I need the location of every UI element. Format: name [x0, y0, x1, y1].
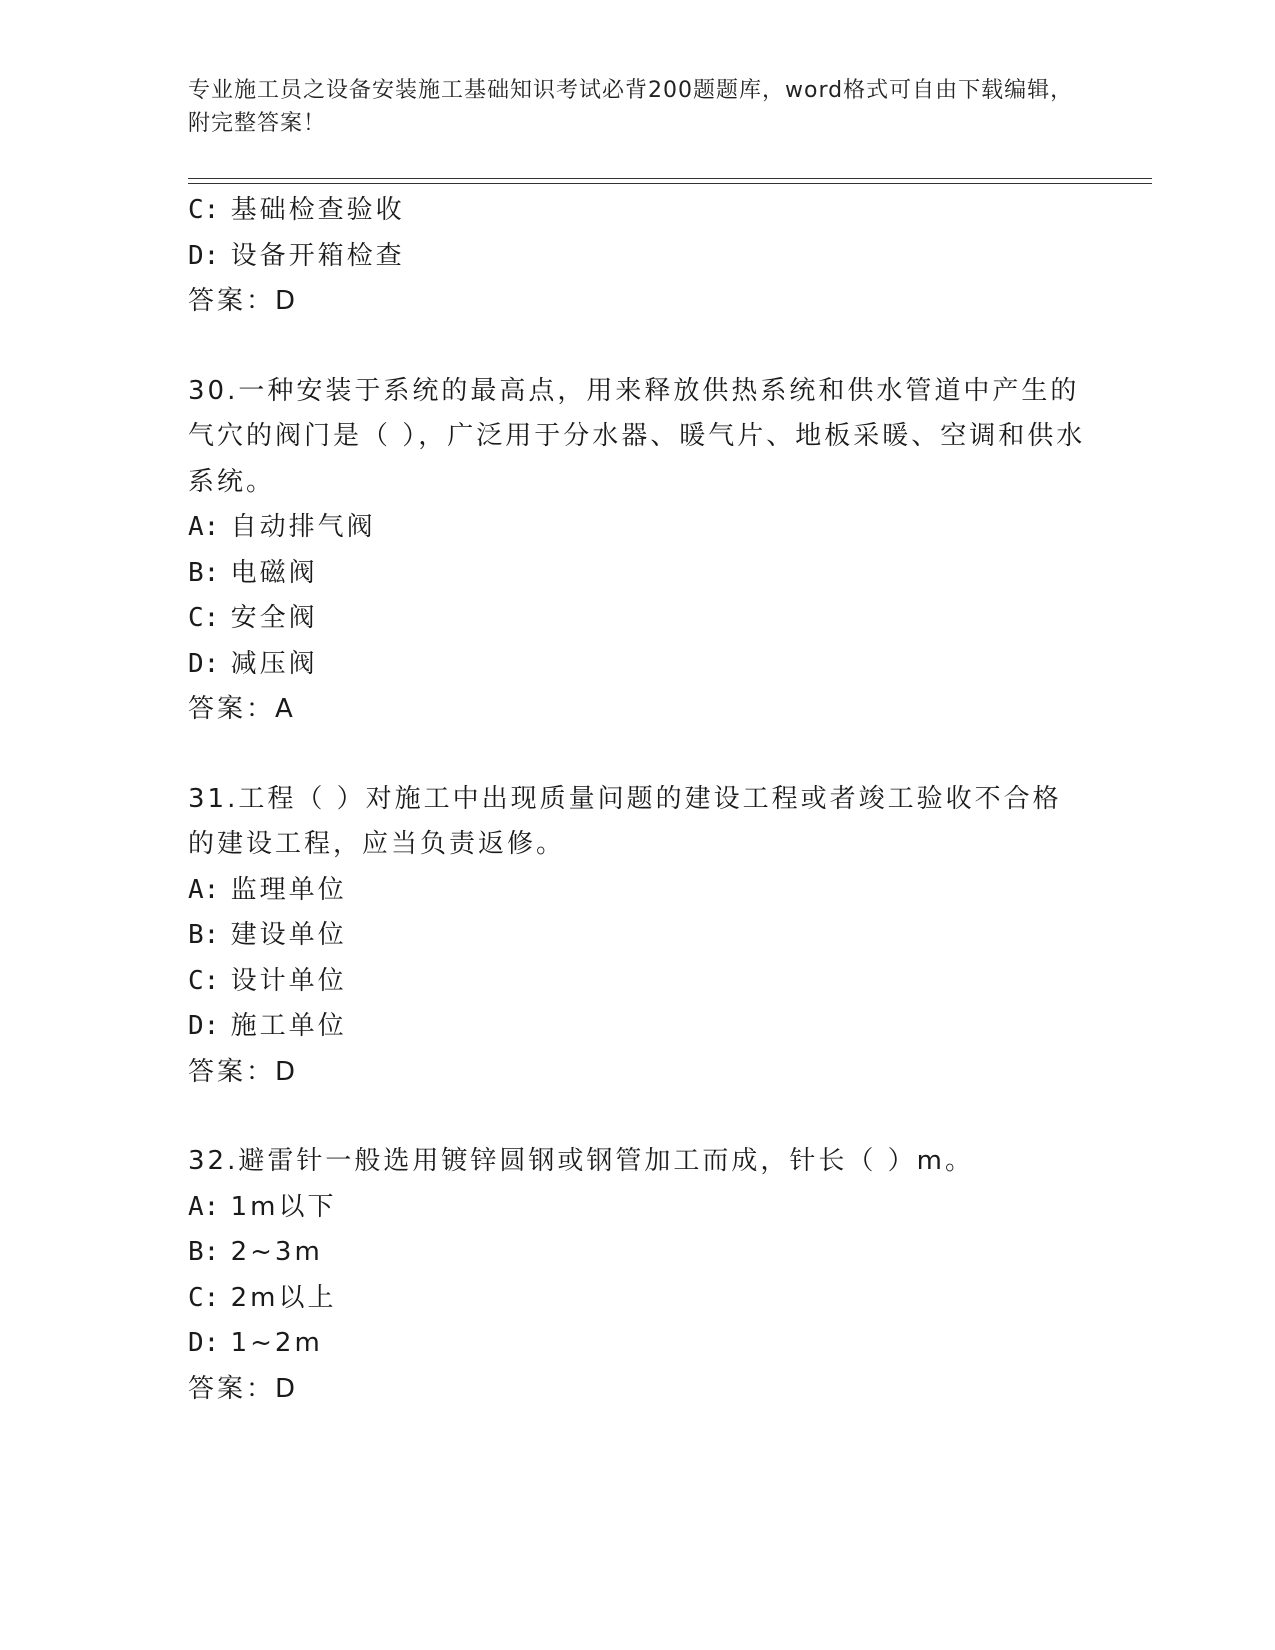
option-line [188, 868, 1088, 914]
answer-line: 答案：A [188, 694, 296, 724]
option-text: 2~3m [230, 1237, 323, 1267]
option-letter: A: [188, 874, 220, 905]
spacer [188, 733, 1088, 777]
option-letter: B: [188, 920, 220, 950]
option-letter: C: [188, 1282, 220, 1313]
option-text: 1~2m [230, 1328, 323, 1358]
option-line [188, 596, 1088, 642]
option-text: 2m以上 [230, 1282, 337, 1313]
option-line [188, 551, 1088, 597]
option-letter: B: [188, 557, 220, 588]
option-line [188, 505, 1088, 551]
option-text: 1m以下 [230, 1191, 337, 1222]
spacer [188, 325, 1088, 369]
option-text: 自动排气阀 [230, 512, 376, 542]
option-line [188, 959, 1088, 1005]
answer-line: 答案：D [188, 286, 299, 316]
option-line [188, 188, 1088, 234]
option-line [188, 1004, 1088, 1050]
option-line [188, 1185, 1088, 1231]
option-letter: D: [188, 1328, 220, 1358]
option-line [188, 234, 1088, 280]
option-text: 减压阀 [230, 648, 318, 679]
option-letter: A: [188, 1191, 220, 1222]
option-text: 设备开箱检查 [230, 240, 405, 271]
question-stem: 30.一种安装于系统的最高点，用来释放供热系统和供水管道中产生的气穴的阀门是（ ），广泛用于分水器、暖气片、地板采暖、空调和供水系统。 [188, 375, 1086, 497]
option-letter: C: [188, 195, 220, 225]
option-letter: C: [188, 965, 220, 996]
spacer [188, 1095, 1088, 1139]
option-line [188, 1321, 1088, 1367]
answer-line: 答案：D [188, 1373, 299, 1404]
option-line [188, 642, 1088, 688]
option-letter: D: [188, 1011, 220, 1041]
question-content [188, 188, 1088, 1412]
question-stem: 32.避雷针一般选用镀锌圆钢或钢管加工而成，针长（ ）m。 [188, 1146, 974, 1176]
option-line [188, 913, 1088, 959]
option-text: 建设单位 [230, 920, 347, 950]
document-header: 专业施工员之设备安装施工基础知识考试必背200题题库，word格式可自由下载编辑，附完整答案！ [188, 78, 1074, 136]
header-divider-top [188, 178, 1152, 179]
option-letter: C: [188, 603, 220, 633]
option-letter: B: [188, 1237, 220, 1267]
option-line [188, 1230, 1088, 1276]
option-text: 设计单位 [230, 965, 347, 996]
option-letter: D: [188, 648, 220, 679]
option-text: 监理单位 [230, 874, 347, 905]
question-stem: 31.工程（ ）对施工中出现质量问题的建设工程或者竣工验收不合格的建设工程，应当负责返修。 [188, 783, 1062, 859]
header-divider-bottom [188, 183, 1152, 184]
option-text: 安全阀 [230, 603, 318, 633]
option-text: 施工单位 [230, 1011, 347, 1041]
option-text: 基础检查验收 [230, 195, 405, 225]
answer-line: 答案：D [188, 1056, 299, 1087]
option-letter: A: [188, 512, 220, 542]
option-letter: D: [188, 240, 220, 271]
option-line [188, 1276, 1088, 1322]
option-text: 电磁阀 [230, 557, 318, 588]
